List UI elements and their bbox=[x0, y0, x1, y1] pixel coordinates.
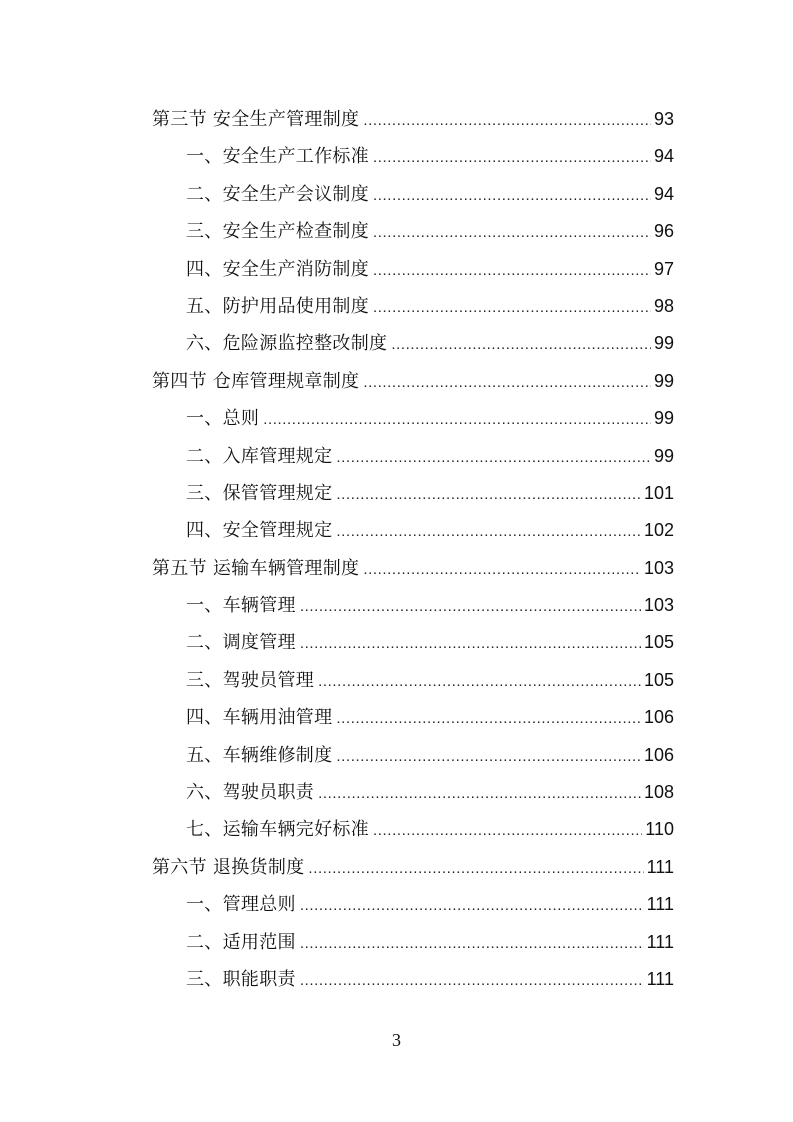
toc-subsection-entry[interactable] bbox=[152, 138, 674, 175]
dot-leader bbox=[263, 401, 651, 438]
toc-subsection-entry[interactable] bbox=[152, 624, 674, 661]
toc-entry-page-number: 101 bbox=[643, 482, 674, 503]
toc-subsection-entry[interactable] bbox=[152, 774, 674, 811]
toc-section-entry[interactable] bbox=[152, 101, 674, 138]
toc-entry-page-number: 106 bbox=[643, 744, 674, 765]
toc-subsection-entry[interactable] bbox=[152, 400, 674, 437]
toc-entry-label: 一、管理总则 bbox=[186, 894, 296, 916]
toc-entry-page-number: 93 bbox=[653, 109, 674, 129]
toc-subsection-entry[interactable] bbox=[152, 475, 674, 512]
toc-subsection-entry[interactable] bbox=[152, 886, 674, 923]
dot-leader bbox=[336, 476, 641, 513]
toc-section-entry[interactable] bbox=[152, 550, 674, 587]
toc-entry-label: 三、职能职责 bbox=[186, 968, 296, 990]
toc-entry-label: 第六节 退换货制度 bbox=[152, 856, 305, 878]
toc-entry-label: 第三节 安全生产管理制度 bbox=[152, 109, 360, 130]
toc-entry-page-number: 103 bbox=[643, 557, 674, 578]
toc-entry-page-number: 105 bbox=[643, 632, 674, 653]
toc-entry-label: 六、驾驶员职责 bbox=[186, 782, 315, 804]
toc-entry-page-number: 105 bbox=[643, 669, 674, 690]
toc-entry-label: 五、防护用品使用制度 bbox=[186, 295, 369, 317]
toc-entry-page-number: 99 bbox=[653, 370, 674, 391]
toc-entry-page-number: 99 bbox=[653, 408, 674, 429]
toc-subsection-entry[interactable] bbox=[152, 288, 674, 325]
dot-leader bbox=[373, 812, 642, 849]
toc-entry-label: 第五节 运输车辆管理制度 bbox=[152, 557, 360, 579]
dot-leader bbox=[363, 364, 651, 401]
toc-entry-page-number: 102 bbox=[643, 520, 674, 541]
toc-subsection-entry[interactable] bbox=[152, 699, 674, 736]
toc-entry-page-number: 110 bbox=[645, 819, 674, 840]
toc-entry-label: 三、驾驶员管理 bbox=[186, 669, 315, 691]
toc-subsection-entry[interactable] bbox=[152, 924, 674, 961]
dot-leader bbox=[391, 326, 651, 363]
toc-subsection-entry[interactable] bbox=[152, 961, 674, 998]
toc-entry-label: 二、适用范围 bbox=[186, 931, 296, 953]
toc-entry-page-number: 99 bbox=[653, 445, 674, 466]
dot-leader bbox=[336, 439, 651, 476]
toc-entry-label: 第四节 仓库管理规章制度 bbox=[152, 370, 360, 392]
toc-entry-label: 五、车辆维修制度 bbox=[186, 744, 333, 766]
toc-entry-label: 一、总则 bbox=[186, 408, 260, 430]
dot-leader bbox=[308, 850, 643, 887]
toc-entry-page-number: 106 bbox=[643, 707, 674, 728]
toc-entry-page-number: 111 bbox=[646, 894, 674, 915]
dot-leader bbox=[363, 102, 651, 139]
dot-leader bbox=[300, 962, 644, 999]
table-of-contents bbox=[152, 101, 674, 998]
toc-subsection-entry[interactable] bbox=[152, 213, 674, 250]
toc-entry-page-number: 111 bbox=[646, 968, 674, 989]
toc-entry-label: 一、车辆管理 bbox=[186, 595, 296, 617]
toc-subsection-entry[interactable] bbox=[152, 325, 674, 362]
toc-entry-page-number: 108 bbox=[643, 782, 674, 803]
toc-entry-label: 六、危险源监控整改制度 bbox=[186, 333, 388, 355]
toc-entry-page-number: 98 bbox=[653, 295, 674, 316]
toc-entry-label: 二、调度管理 bbox=[186, 632, 296, 654]
toc-entry-label: 七、运输车辆完好标准 bbox=[186, 819, 369, 841]
dot-leader bbox=[373, 139, 651, 176]
toc-entry-label: 三、安全生产检查制度 bbox=[186, 221, 369, 243]
toc-entry-label: 四、安全管理规定 bbox=[186, 520, 333, 542]
toc-entry-label: 三、保管管理规定 bbox=[186, 482, 333, 504]
toc-entry-page-number: 94 bbox=[653, 146, 674, 167]
dot-leader bbox=[373, 177, 651, 214]
toc-entry-page-number: 111 bbox=[646, 931, 674, 952]
dot-leader bbox=[318, 663, 641, 700]
toc-subsection-entry[interactable] bbox=[152, 811, 674, 848]
toc-entry-page-number: 96 bbox=[653, 221, 674, 242]
dot-leader bbox=[318, 775, 641, 812]
toc-entry-page-number: 94 bbox=[653, 183, 674, 204]
dot-leader bbox=[336, 513, 641, 550]
toc-entry-page-number: 97 bbox=[653, 258, 674, 279]
toc-entry-label: 四、安全生产消防制度 bbox=[186, 258, 369, 280]
toc-subsection-entry[interactable] bbox=[152, 662, 674, 699]
dot-leader bbox=[300, 887, 644, 924]
dot-leader bbox=[363, 551, 641, 588]
toc-subsection-entry[interactable] bbox=[152, 251, 674, 288]
dot-leader bbox=[373, 252, 651, 289]
dot-leader bbox=[336, 700, 641, 737]
toc-subsection-entry[interactable] bbox=[152, 737, 674, 774]
dot-leader bbox=[373, 214, 651, 251]
toc-subsection-entry[interactable] bbox=[152, 176, 674, 213]
dot-leader bbox=[300, 588, 641, 625]
toc-entry-label: 二、入库管理规定 bbox=[186, 445, 333, 467]
toc-entry-page-number: 103 bbox=[643, 595, 674, 616]
page-footer-number: 3 bbox=[392, 1030, 401, 1050]
dot-leader bbox=[300, 625, 641, 662]
toc-entry-label: 一、安全生产工作标准 bbox=[186, 146, 369, 168]
dot-leader bbox=[336, 738, 641, 775]
toc-entry-page-number: 99 bbox=[653, 333, 674, 354]
toc-section-entry[interactable] bbox=[152, 363, 674, 400]
toc-section-entry[interactable] bbox=[152, 849, 674, 886]
dot-leader bbox=[373, 289, 651, 326]
toc-subsection-entry[interactable] bbox=[152, 587, 674, 624]
toc-entry-label: 二、安全生产会议制度 bbox=[186, 183, 369, 205]
toc-entry-label: 四、车辆用油管理 bbox=[186, 707, 333, 729]
toc-subsection-entry[interactable] bbox=[152, 438, 674, 475]
toc-entry-page-number: 111 bbox=[646, 856, 674, 877]
dot-leader bbox=[300, 925, 644, 962]
toc-subsection-entry[interactable] bbox=[152, 512, 674, 549]
